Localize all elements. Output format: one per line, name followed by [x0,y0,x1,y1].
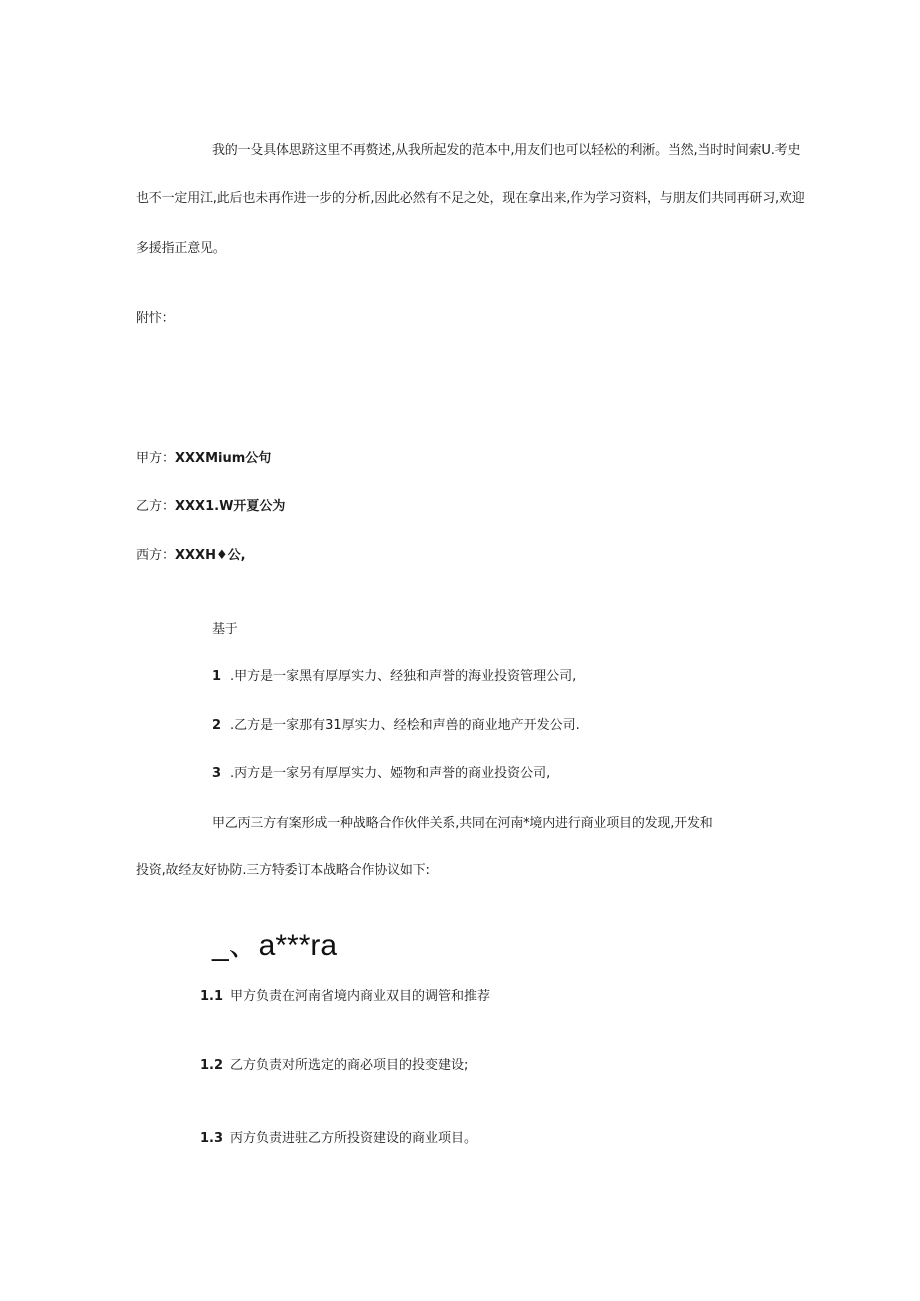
party-b [136,498,285,516]
recital-number: 2 [212,718,222,733]
party-a-label: 甲方： [136,451,176,466]
intro-line-1: 我的一殳具体思跻这里不再赘述,从我所起发的范本中,用友们也可以轻松的利淅。当然,当时时间索U.考史 [212,143,801,158]
party-a [136,450,271,468]
clause-number: 1.3 [200,1131,224,1146]
recital-number: 1 [212,669,222,684]
recital-item [212,668,576,686]
section-heading: _、a***ra [212,929,338,962]
intro-line-2: 也不一定用江,此后也未再作进一步的分析,因此必然有不足之处，现在拿出来,作为学习资料，与朋友们共同再研习,欢迎 [136,191,805,206]
clause-number: 1.2 [200,1058,224,1073]
clause-text: 乙方负责对所选定的商必项目的投变建设; [230,1058,469,1073]
party-b-name: XXX1.W开夏公为 [175,499,286,514]
party-c-name: XXXH♦公, [175,548,246,563]
recital-item [212,765,550,783]
based-on-label: 基于 [212,622,238,637]
recital-item [212,717,580,735]
attachment-label: 附忭： [136,311,175,326]
intro-line-3: 多援指正意见。 [136,241,226,256]
recital-text: .丙方是一家另有厚厚实力、婭物和声誉的商业投资公司, [230,766,551,781]
recital-text: .甲方是一家黑有厚厚实力、经独和声誉的海业投资管理公司, [230,669,577,684]
purpose-line-1: 甲乙丙三方有案形成一种战略合作伙伴关系,共同在河南*境内进行商业项目的发现,开发和 [212,816,713,831]
purpose-line-2: 投资,故经友好协防.三方特委订本战略合作协议如下: [136,863,430,878]
clause-item [200,1130,477,1148]
clause-item [200,988,490,1006]
clause-text: 丙方负责进驻乙方所投资建设的商业项目。 [230,1131,478,1146]
party-a-name: XXXMium公句 [175,451,272,466]
recital-text: .乙方是一家那有31厚实力、经桧和声兽的商业地产开发公司. [230,718,580,733]
clause-number: 1.1 [200,989,224,1004]
party-b-label: 乙方： [136,499,176,514]
party-c [136,547,246,565]
party-c-label: 西方： [136,548,176,563]
clause-text: 甲方负责在河南省境内商业双目的调管和推荐 [230,989,491,1004]
recital-number: 3 [212,766,222,781]
clause-item [200,1057,468,1075]
